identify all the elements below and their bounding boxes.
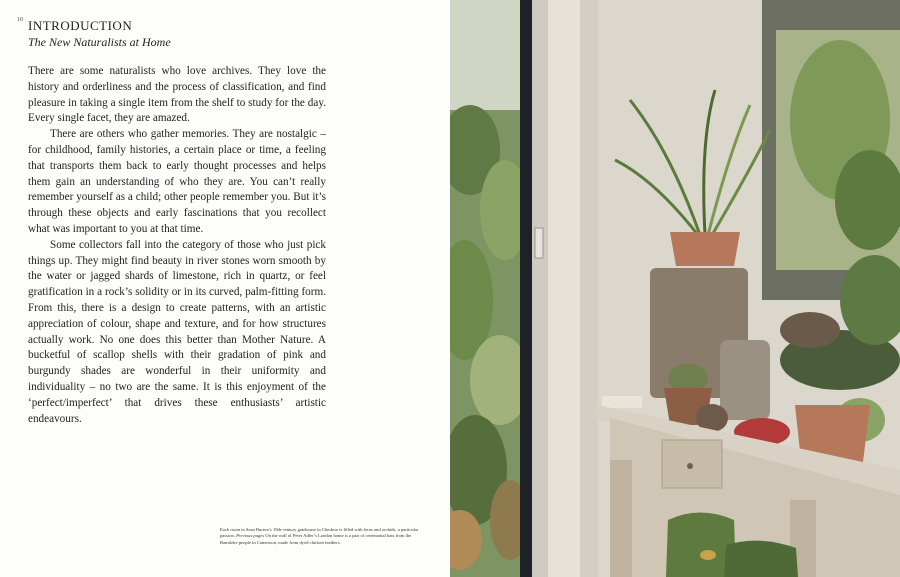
- caption-text-1: Each room in Sean Burton’s 19th-century gatehouse in Cheshire is filled with ferns and orchids, a particular passion.: [220, 527, 419, 539]
- window-frame-dark: [520, 0, 532, 577]
- window-reveal: [580, 0, 598, 577]
- paragraph-3: Some collectors fall into the category of those who just pick things up. They might find beauty in river stones worn smooth by the water or jagged shards of limestone, rich in quartz, or feel gratification in a rock’s solidity or in its curved, palm-fitting form. From this, there is a design to create patterns, with an artistic appreciation of colour, shape and texture, and for how structures actually work. No one does this better than Mother Nature. A bucketful of scallop shells with their gradation of pink and burgundy shades are wonderful in their uniformity and individuality – no two are the same. It is this enjoyment of the ‘perfect/imperfect’ that drives these enthusiasts’ artistic endeavours.: [28, 238, 326, 425]
- ornate-mirror: [762, 0, 900, 300]
- interior-photo: [450, 0, 900, 577]
- terracotta-pot: [670, 232, 740, 266]
- log-piece: [720, 340, 770, 420]
- section-subtitle: The New Naturalists at Home: [28, 35, 171, 49]
- caption-text-2: On the wall of Peter Adler’s London home is a pair of ceremonial hats from the Bamileke people in Cameroon, made from dyed chicken feathers.: [220, 533, 412, 545]
- window-frame-light: [532, 0, 548, 577]
- paragraph-2: There are others who gather memories. They are nostalgic – for childhood, family histories, a certain place or time, a feeling that transports them back to early thought processes and helps them gain an understanding of who they are. You can’t really remember yourself as a child; other people remember you. But it’s through these objects and early fascinations that you recollect what was important to you at that time.: [28, 128, 326, 235]
- section-title: INTRODUCTION: [28, 18, 133, 33]
- photo-illustration: [450, 0, 900, 577]
- body-text: [28, 64, 326, 427]
- paragraph-1: There are some naturalists who love archives. They love the history and orderliness and the process of classification, and find pleasure in taking a single item from the shelf to study for the day. Every single facet, they are amazed.: [28, 65, 326, 125]
- flower-decal: [700, 550, 716, 560]
- sky-area: [450, 0, 525, 110]
- books: [602, 396, 642, 408]
- caption-italic: Previous pages: [236, 533, 265, 539]
- window-latch: [535, 228, 543, 258]
- cactus: [668, 364, 708, 392]
- page-number: 10: [17, 17, 23, 23]
- photo-caption: [220, 527, 420, 546]
- green-bucket: [724, 541, 798, 577]
